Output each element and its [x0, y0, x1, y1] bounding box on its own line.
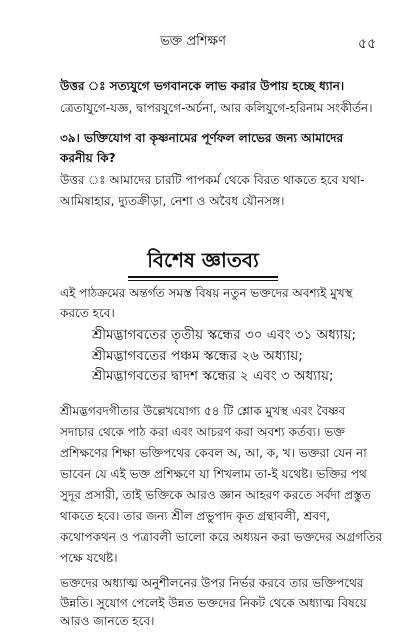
paragraph-1-line: ভাবেন যে এই ভক্ত প্রশিক্ষণে যা শিখলাম তা-ই যথেষ্ট। ভক্তির পথ	[60, 467, 367, 481]
answer-39-line-2: আমিষাহার, দ্যুতক্রীড়া, নেশা ও অবৈধ যৌনসঙ্গ।	[60, 194, 285, 208]
paragraph-2-line: আরও জানতে হবে।	[60, 614, 155, 628]
reference-line: শ্রীমদ্ভাগবতের পঞ্চম স্কন্ধের ২৬ অধ্যায়;	[92, 348, 303, 364]
intro-line-1: এই পাঠক্রমের অন্তর্গত সমস্ত বিষয় নতুন ভক্তদের অবশ্যই মুখস্থ	[60, 286, 353, 300]
running-header	[0, 32, 417, 52]
paragraph-1-line: থাকতে হবে। তার জন্য শ্রীল প্রভুপাদ কৃত গ্রন্থাবলী, শ্রবণ,	[60, 509, 331, 523]
paragraph-2-line: ভক্তদের অধ্যাত্ম অনুশীলনের উপর নির্ভর করবে তার ভক্তিপথের	[60, 576, 364, 590]
paragraph-1-line: সুদূর প্রসারী, তাই ভক্তিকে আরও জ্ঞান আহরণ করতে সর্বদা প্রস্তুত	[60, 488, 371, 502]
paragraph-1-line: প্রশিক্ষণের শিক্ষা ভক্তিপথের কেবল অ, আ, ক, খ। ভক্তরা যেন না	[60, 446, 367, 460]
paragraph-1-line: শ্রীমদ্ভগবদগীতার উল্লেখযোগ্য ৫৪ টি শ্লোক মুখস্থ এবং বৈষ্ণব	[60, 404, 346, 418]
heading-underline	[128, 276, 278, 278]
section-heading: বিশেষ জ্ঞাতব্য	[147, 248, 259, 272]
question-39-line-1: ৩৯। ভক্তিযোগ বা কৃষ্ণনামের পূর্ণফল লাভের জন্য আমাদের	[60, 131, 344, 145]
reference-line: শ্রীমদ্ভাগবতের তৃতীয় স্কন্ধের ৩০ এবং ৩১ অধ্যায়;	[92, 327, 357, 343]
answer-37-line-2: ত্রেতাযুগে-যজ্ঞ, দ্বাপরযুগে-অর্চনা, আর কলিযুগে-হরিনাম সংকীর্তন।	[60, 101, 373, 115]
running-title: ভক্ত প্রশিক্ষণ	[160, 34, 226, 49]
paragraph-1-line: কথোপকথন ও পত্রাবলী ভালো করে অধ্যয়ন করা ভক্তদের অগ্রগতির	[60, 530, 383, 544]
answer-37-line-1: উত্তর ঃ সত্যযুগে ভগবানকে লাভ করার উপায় হচ্ছে ধ্যান।	[60, 79, 345, 93]
reference-line: শ্রীমদ্ভাগবতের দ্বাদশ স্কন্ধের ২ এবং ৩ অধ্যায়;	[92, 368, 334, 384]
paragraph-1-line: পক্ষে যথেষ্ট।	[60, 551, 118, 565]
paragraph-2-line: উন্নতি। সুযোগ পেলেই উন্নত ভক্তদের নিকট থেকে অধ্যাত্ম বিষয়ে	[60, 596, 367, 610]
answer-39-line-1: উত্তর ঃ আমাদের চারটি পাপকর্ম থেকে বিরত থাকতে হবে যথা-	[60, 173, 365, 187]
page-number: ৫৫	[358, 36, 377, 52]
heading-underline-thin	[128, 280, 278, 281]
question-39-line-2: করনীয় কি?	[60, 151, 116, 165]
paragraph-1-line: সদাচার থেকে পাঠ করা এবং আচরণ করা অবশ্য কর্তব্য। ভক্ত	[60, 425, 345, 439]
intro-line-2: করতে হবে।	[60, 306, 115, 320]
